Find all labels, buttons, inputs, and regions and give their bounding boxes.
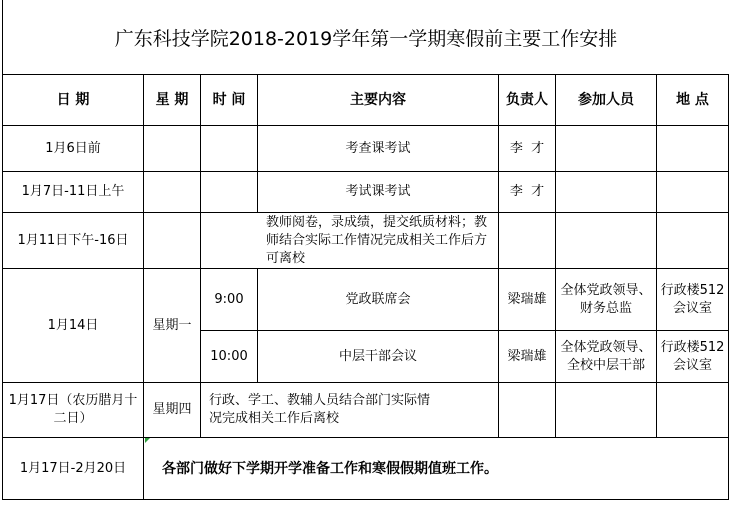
document-title: 广东科技学院2018-2019学年第一学期寒假前主要工作安排 — [2, 0, 729, 74]
place-cell: 行政楼512会议室 — [657, 269, 729, 331]
content-cell: 教师阅卷，录成绩，提交纸质材料；教师结合实际工作情况完成相关工作后方可离校 — [201, 213, 499, 269]
header-row — [3, 75, 729, 126]
owner-cell: 李 才 — [499, 172, 556, 213]
participants-cell: 全体党政领导、财务总监 — [556, 269, 657, 331]
table-row — [3, 126, 729, 172]
place-cell — [657, 213, 729, 269]
table-row — [3, 213, 729, 269]
owner-cell — [499, 213, 556, 269]
time-cell — [201, 126, 258, 172]
weekday-cell — [144, 126, 201, 172]
table-row — [3, 269, 729, 331]
header-owner: 负责人 — [499, 75, 556, 126]
date-cell: 1月11日下午-16日 — [3, 213, 144, 269]
header-participants: 参加人员 — [556, 75, 657, 126]
owner-cell — [499, 383, 556, 438]
place-cell: 行政楼512会议室 — [657, 331, 729, 383]
cell-comment-marker — [145, 438, 150, 443]
content-cell: 党政联席会 — [258, 269, 499, 331]
time-cell: 9:00 — [201, 269, 258, 331]
table-row — [3, 172, 729, 213]
weekday-cell — [144, 172, 201, 213]
table-row — [3, 383, 729, 438]
owner-cell: 李 才 — [499, 126, 556, 172]
place-cell — [657, 126, 729, 172]
date-cell: 1月6日前 — [3, 126, 144, 172]
date-cell: 1月14日 — [3, 269, 144, 383]
date-cell: 1月7日-11日上午 — [3, 172, 144, 213]
header-time: 时 间 — [201, 75, 258, 126]
place-cell — [657, 383, 729, 438]
schedule-table — [2, 74, 729, 500]
date-cell: 1月17日-2月20日 — [3, 438, 144, 500]
header-content: 主要内容 — [258, 75, 499, 126]
table-row — [3, 438, 729, 500]
participants-cell — [556, 126, 657, 172]
date-cell: 1月17日（农历腊月十二日） — [3, 383, 144, 438]
header-weekday: 星 期 — [144, 75, 201, 126]
content-cell: 各部门做好下学期开学准备工作和寒假假期值班工作。 — [144, 438, 729, 500]
header-place: 地 点 — [657, 75, 729, 126]
content-cell: 考查课考试 — [258, 126, 499, 172]
content-cell: 行政、学工、教辅人员结合部门实际情况完成相关工作后离校 — [201, 383, 499, 438]
participants-cell: 全体党政领导、全校中层干部 — [556, 331, 657, 383]
owner-cell: 梁瑞雄 — [499, 269, 556, 331]
place-cell — [657, 172, 729, 213]
weekday-cell: 星期四 — [144, 383, 201, 438]
header-date: 日 期 — [3, 75, 144, 126]
time-cell — [201, 172, 258, 213]
participants-cell — [556, 383, 657, 438]
content-cell: 考试课考试 — [258, 172, 499, 213]
weekday-cell: 星期一 — [144, 269, 201, 383]
weekday-cell — [144, 213, 201, 269]
owner-cell: 梁瑞雄 — [499, 331, 556, 383]
content-cell: 中层干部会议 — [258, 331, 499, 383]
participants-cell — [556, 213, 657, 269]
time-cell: 10:00 — [201, 331, 258, 383]
participants-cell — [556, 172, 657, 213]
